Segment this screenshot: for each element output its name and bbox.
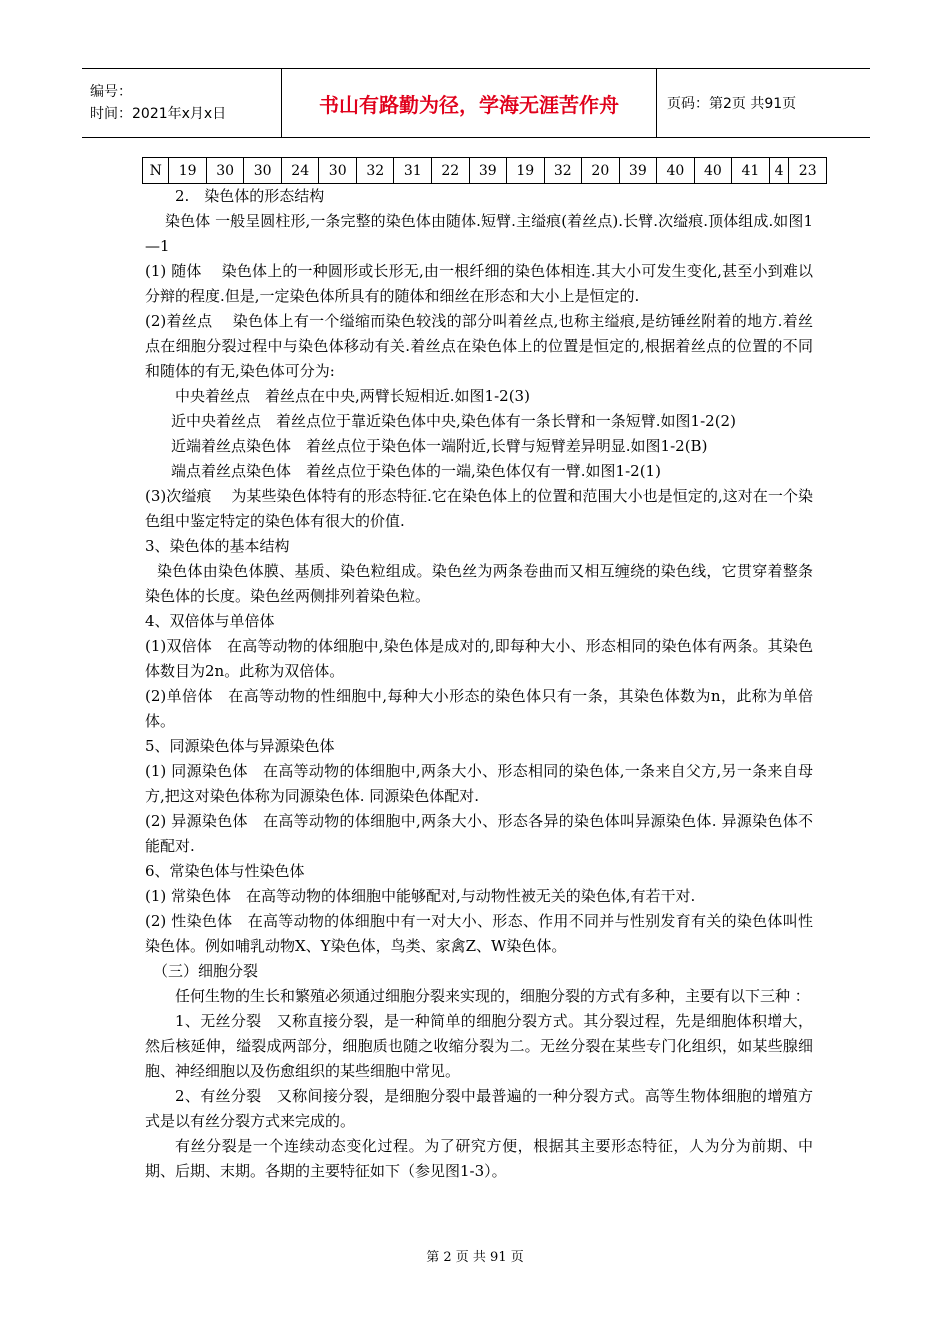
table-cell: 23	[789, 158, 827, 184]
paragraph: 任何生物的生长和繁殖必须通过细胞分裂来实现的，细胞分裂的方式有多种，主要有以下三种 ：	[175, 987, 810, 1005]
paragraph: (1) 随体 染色体上的一种圆形或长形无,由一根纤细的染色体相连.其大小可发生变化,甚至小到难以分辩的程度.但是,一定染色体所具有的随体和细丝在形态和大小上是恒定的.	[145, 262, 813, 305]
list-item: 近中央着丝点 着丝点位于靠近染色体中央,染色体有一条长臂和一条短臂.如图1-2(2)	[171, 412, 736, 430]
section-heading: 4、双倍体与单倍体	[145, 612, 275, 630]
paragraph: (1) 同源染色体 在高等动物的体细胞中,两条大小、形态相同的染色体,一条来自父方,另一条来自母方,把这对染色体称为同源染色体. 同源染色体配对.	[145, 762, 813, 805]
table-cell: 20	[582, 158, 620, 184]
section-heading: 3、染色体的基本结构	[145, 537, 290, 555]
section-heading: 5、同源染色体与异源染色体	[145, 737, 335, 755]
table-cell: 31	[394, 158, 432, 184]
page-footer: 第 2 页 共 91 页	[426, 1250, 524, 1265]
header-motto: 书山有路勤为径，学海无涯苦作舟	[282, 69, 657, 137]
table-cell: 30	[244, 158, 282, 184]
paragraph: (2) 异源染色体 在高等动物的体细胞中,两条大小、形态各异的染色体叫异源染色体. 异源染色体不能配对.	[145, 812, 813, 855]
table-cell: 32	[544, 158, 582, 184]
paragraph: 染色体由染色体膜、基质、染色粒组成。染色丝为两条卷曲而又相互缠绕的染色线，它贯穿着整条染色体的长度。染色丝两侧排列着染色粒。	[145, 562, 813, 605]
table-cell: 41	[732, 158, 770, 184]
paragraph: (2) 性染色体 在高等动物的体细胞中有一对大小、形态、作用不同并与性别发育有关的染色体叫性染色体。例如哺乳动物X、Y染色体，鸟类、家禽Z、W染色体。	[145, 912, 813, 955]
table-cell: 4	[769, 158, 789, 184]
section-heading: 2. 染色体的形态结构	[175, 187, 325, 205]
paragraph: (2)着丝点 染色体上有一个缢缩而染色较浅的部分叫着丝点,也称主缢痕,是纺锤丝附着的地方.着丝点在细胞分裂过程中与染色体移动有关.着丝点在染色体上的位置是恒定的,根据着丝点的位置的不同和随体的有无,染色体可分为:	[145, 312, 813, 380]
table-cell: 40	[694, 158, 732, 184]
paragraph: 染色体 一般呈圆柱形,一条完整的染色体由随体.短臂.主缢痕(着丝点).长臂.次缢痕.顶体组成.如图1—1	[145, 212, 813, 255]
table-cell: 32	[356, 158, 394, 184]
header-meta	[82, 69, 282, 137]
page-header	[82, 68, 870, 138]
table-cell: 19	[169, 158, 207, 184]
list-item: 端点着丝点染色体 着丝点位于染色体的一端,染色体仅有一臂.如图1-2(1)	[171, 462, 661, 480]
section-heading: 6、常染色体与性染色体	[145, 862, 305, 880]
table-cell: 40	[657, 158, 695, 184]
table-cell: 39	[619, 158, 657, 184]
table-cell: 22	[432, 158, 470, 184]
table-cell: 39	[469, 158, 507, 184]
paragraph: (3)次缢痕 为某些染色体特有的形态特征.它在染色体上的位置和范围大小也是恒定的,这对在一个染色组中鉴定特定的染色体有很大的价值.	[145, 487, 813, 530]
table-cell: 30	[206, 158, 244, 184]
header-time-label: 时间：2021年x月x日	[90, 106, 227, 122]
document-body	[145, 184, 813, 1184]
table-cell: 19	[507, 158, 545, 184]
table-cell: 30	[319, 158, 357, 184]
list-item: 近端着丝点染色体 着丝点位于染色体一端附近,长臂与短臂差异明显.如图1-2(B)	[171, 437, 708, 455]
table-cell: 24	[281, 158, 319, 184]
header-page-info: 页码：第2页 共91页	[667, 96, 797, 112]
paragraph: (1) 常染色体 在高等动物的体细胞中能够配对,与动物性被无关的染色体,有若干对.	[145, 887, 696, 905]
paragraph: (1)双倍体 在高等动物的体细胞中,染色体是成对的,即每种大小、形态相同的染色体有两条。其染色体数目为2n。此称为双倍体。	[145, 637, 813, 680]
table-cell: N	[143, 158, 169, 184]
paragraph: (2)单倍体 在高等动物的性细胞中,每种大小形态的染色体只有一条，其染色体数为n，此称为单倍体。	[145, 687, 813, 730]
header-number-label: 编号：	[90, 84, 132, 100]
paragraph: 有丝分裂是一个连续动态变化过程。为了研究方便，根据其主要形态特征，人为分为前期、中期、后期、末期。各期的主要特征如下（参见图1-3）。	[145, 1137, 813, 1180]
table-row	[143, 158, 827, 184]
section-heading: （三）细胞分裂	[153, 962, 259, 980]
list-item: 中央着丝点 着丝点在中央,两臂长短相近.如图1-2(3)	[175, 387, 530, 405]
paragraph: 1、无丝分裂 又称直接分裂，是一种简单的细胞分裂方式。其分裂过程，先是细胞体积增大，然后核延伸，缢裂成两部分，细胞质也随之收缩分裂为二。无丝分裂在某些专门化组织，如某些腺细胞、神经细胞以及伤愈组织的某些细胞中常见。	[145, 1012, 813, 1080]
paragraph: 2、有丝分裂 又称间接分裂，是细胞分裂中最普遍的一种分裂方式。高等生物体细胞的增殖方式是以有丝分裂方式来完成的。	[145, 1087, 813, 1130]
data-table	[142, 157, 827, 184]
